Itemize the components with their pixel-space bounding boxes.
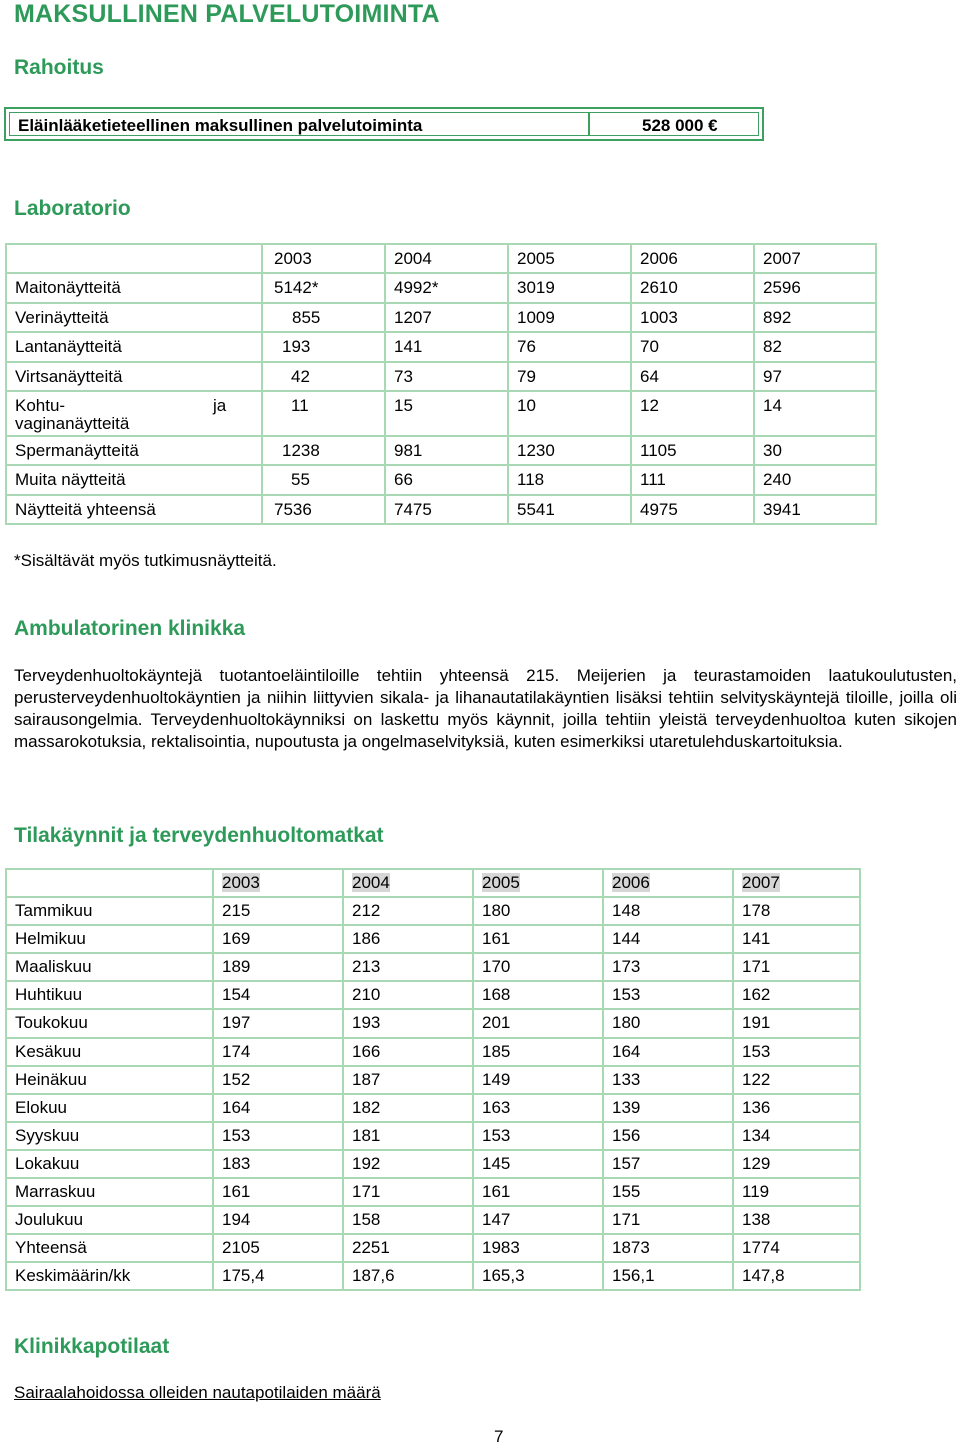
cell: 164 (213, 1094, 343, 1122)
table-row (6, 436, 876, 465)
year-header: 2005 (508, 244, 631, 273)
visits-table (5, 868, 861, 1291)
cell: 161 (213, 1178, 343, 1206)
row-label: Tammikuu (6, 897, 213, 925)
cell: 3019 (508, 273, 631, 302)
clinic-heading: Ambulatorinen klinikka (14, 617, 246, 640)
row-label: Spermanäytteitä (6, 436, 262, 465)
page-number: 7 (494, 1427, 504, 1444)
row-label-ja: ja (213, 395, 227, 415)
cell: 180 (473, 897, 603, 925)
row-label: Maitonäytteitä (6, 273, 262, 302)
cell: 156,1 (603, 1262, 733, 1290)
cell: 164 (603, 1038, 733, 1066)
funding-label: Eläinlääketieteellinen maksullinen palvelutoiminta (18, 116, 423, 135)
cell: 153 (733, 1038, 860, 1066)
cell: 119 (733, 1178, 860, 1206)
cell: 144 (603, 925, 733, 953)
table-header-row (6, 244, 876, 273)
cell: 5142* (262, 273, 385, 302)
cell: 11 (262, 391, 385, 436)
cell: 139 (603, 1094, 733, 1122)
cell: 138 (733, 1206, 860, 1234)
table-row (6, 953, 860, 981)
cell: 79 (508, 362, 631, 391)
cell: 1003 (631, 303, 754, 332)
cell: 122 (733, 1066, 860, 1094)
cell: 14 (754, 391, 876, 436)
cell: 173 (603, 953, 733, 981)
cell: 187,6 (343, 1262, 473, 1290)
cell: 171 (603, 1206, 733, 1234)
cell: 30 (754, 436, 876, 465)
cell: 169 (213, 925, 343, 953)
row-label: Marraskuu (6, 1178, 213, 1206)
row-label: Syyskuu (6, 1122, 213, 1150)
row-label-line1: Kohtu- (15, 395, 66, 415)
year-header: 2003 (213, 869, 343, 897)
cell: 180 (603, 1009, 733, 1037)
cell: 210 (343, 981, 473, 1009)
laboratory-footnote: *Sisältävät myös tutkimusnäytteitä. (14, 551, 277, 570)
row-label (6, 391, 262, 436)
cell: 174 (213, 1038, 343, 1066)
cell: 185 (473, 1038, 603, 1066)
cell: 12 (631, 391, 754, 436)
cell: 133 (603, 1066, 733, 1094)
cell: 178 (733, 897, 860, 925)
row-label: Keskimäärin/kk (6, 1262, 213, 1290)
row-label: Muita näytteitä (6, 465, 262, 494)
cell: 129 (733, 1150, 860, 1178)
cell: 1238 (262, 436, 385, 465)
row-label-line2: vaginanäytteitä (15, 413, 130, 433)
year-header: 2005 (473, 869, 603, 897)
cell: 158 (343, 1206, 473, 1234)
cell: 1873 (603, 1234, 733, 1262)
cell: 154 (213, 981, 343, 1009)
table-row (6, 1094, 860, 1122)
table-row (6, 332, 876, 361)
page-title: MAKSULLINEN PALVELUTOIMINTA (14, 0, 440, 28)
table-row (6, 1178, 860, 1206)
cell: 165,3 (473, 1262, 603, 1290)
cell: 82 (754, 332, 876, 361)
cell: 892 (754, 303, 876, 332)
cell: 5541 (508, 495, 631, 524)
cell: 212 (343, 897, 473, 925)
cell: 1230 (508, 436, 631, 465)
cell: 145 (473, 1150, 603, 1178)
cell: 64 (631, 362, 754, 391)
year-header: 2006 (631, 244, 754, 273)
table-row (6, 495, 876, 524)
row-label: Lantanäytteitä (6, 332, 262, 361)
table-row (6, 1206, 860, 1234)
cell: 152 (213, 1066, 343, 1094)
row-label: Yhteensä (6, 1234, 213, 1262)
cell: 161 (473, 925, 603, 953)
cell: 7536 (262, 495, 385, 524)
cell: 156 (603, 1122, 733, 1150)
cell: 55 (262, 465, 385, 494)
cell: 2610 (631, 273, 754, 302)
cell: 153 (603, 981, 733, 1009)
table-row (6, 1262, 860, 1290)
cell: 10 (508, 391, 631, 436)
cell: 141 (385, 332, 508, 361)
cell: 197 (213, 1009, 343, 1037)
cell: 153 (213, 1122, 343, 1150)
cell: 201 (473, 1009, 603, 1037)
cell: 175,4 (213, 1262, 343, 1290)
clinic-paragraph: Terveydenhuoltokäyntejä tuotantoeläintiloille tehtiin yhteensä 215. Meijerien ja teurastamoiden laatukoulutusten, perusterveydenhuoltokäyntien ja niihin liittyvien sikala- ja lihanautatilakäyntien lisäksi tehtiin selvityskäyntejä tiloille, joilla oli sairausongelmia. Terveydenhuoltokäynniksi on laskettu myös käynnit, joilla tehtiin yleistä terveydenhuoltoa kuten sikojen massarokotuksia, rektalisointia, nupoutusta ja ongelmaselvityksiä, kuten esimerkiksi utaretulehduskartoituksia. (14, 666, 957, 751)
table-row (6, 1122, 860, 1150)
cell: 136 (733, 1094, 860, 1122)
cell: 240 (754, 465, 876, 494)
row-label: Joulukuu (6, 1206, 213, 1234)
year-header: 2006 (603, 869, 733, 897)
table-row (6, 273, 876, 302)
cell: 168 (473, 981, 603, 1009)
cell: 171 (343, 1178, 473, 1206)
cell: 2251 (343, 1234, 473, 1262)
cell: 76 (508, 332, 631, 361)
cell: 1774 (733, 1234, 860, 1262)
year-header: 2004 (385, 244, 508, 273)
cell: 155 (603, 1178, 733, 1206)
table-header-row (6, 869, 860, 897)
cell: 1009 (508, 303, 631, 332)
cell: 161 (473, 1178, 603, 1206)
cell: 171 (733, 953, 860, 981)
cell: 186 (343, 925, 473, 953)
table-row (6, 925, 860, 953)
cell: 7475 (385, 495, 508, 524)
cell: 187 (343, 1066, 473, 1094)
cell: 166 (343, 1038, 473, 1066)
visits-heading: Tilakäynnit ja terveydenhuoltomatkat (14, 824, 384, 847)
cell: 157 (603, 1150, 733, 1178)
cell: 163 (473, 1094, 603, 1122)
cell: 192 (343, 1150, 473, 1178)
cell: 4992* (385, 273, 508, 302)
patients-heading: Klinikkapotilaat (14, 1335, 170, 1358)
cell: 981 (385, 436, 508, 465)
cell: 2105 (213, 1234, 343, 1262)
table-row (6, 391, 876, 436)
cell: 141 (733, 925, 860, 953)
cell: 97 (754, 362, 876, 391)
cell: 170 (473, 953, 603, 981)
year-header: 2003 (262, 244, 385, 273)
cell: 189 (213, 953, 343, 981)
cell: 2596 (754, 273, 876, 302)
cell: 162 (733, 981, 860, 1009)
cell: 191 (733, 1009, 860, 1037)
cell: 213 (343, 953, 473, 981)
table-row (6, 1234, 860, 1262)
row-label: Virtsanäytteitä (6, 362, 262, 391)
laboratory-heading: Laboratorio (14, 197, 131, 220)
table-row (6, 1066, 860, 1094)
cell: 149 (473, 1066, 603, 1094)
table-row (6, 465, 876, 494)
cell: 147,8 (733, 1262, 860, 1290)
cell: 134 (733, 1122, 860, 1150)
table-row (6, 362, 876, 391)
cell: 15 (385, 391, 508, 436)
table-row (6, 303, 876, 332)
year-header: 2007 (733, 869, 860, 897)
cell: 183 (213, 1150, 343, 1178)
row-label: Helmikuu (6, 925, 213, 953)
cell: 66 (385, 465, 508, 494)
funding-value: 528 000 € (642, 116, 718, 135)
cell: 193 (262, 332, 385, 361)
row-label: Verinäytteitä (6, 303, 262, 332)
funding-box (4, 107, 764, 141)
laboratory-table (5, 243, 877, 525)
row-label: Kesäkuu (6, 1038, 213, 1066)
cell: 70 (631, 332, 754, 361)
cell: 118 (508, 465, 631, 494)
row-label: Näytteitä yhteensä (6, 495, 262, 524)
cell: 193 (343, 1009, 473, 1037)
cell: 42 (262, 362, 385, 391)
table-row (6, 897, 860, 925)
cell: 111 (631, 465, 754, 494)
cell: 1105 (631, 436, 754, 465)
table-row (6, 981, 860, 1009)
row-label: Heinäkuu (6, 1066, 213, 1094)
cell: 1207 (385, 303, 508, 332)
cell: 4975 (631, 495, 754, 524)
row-label: Lokakuu (6, 1150, 213, 1178)
cell: 215 (213, 897, 343, 925)
cell: 3941 (754, 495, 876, 524)
cell: 147 (473, 1206, 603, 1234)
cell: 148 (603, 897, 733, 925)
funding-heading: Rahoitus (14, 56, 104, 79)
row-label: Huhtikuu (6, 981, 213, 1009)
patients-link[interactable]: Sairaalahoidossa olleiden nautapotilaiden määrä (14, 1383, 381, 1402)
cell: 181 (343, 1122, 473, 1150)
cell: 194 (213, 1206, 343, 1234)
cell: 1983 (473, 1234, 603, 1262)
row-label: Maaliskuu (6, 953, 213, 981)
cell: 73 (385, 362, 508, 391)
cell: 153 (473, 1122, 603, 1150)
cell: 855 (262, 303, 385, 332)
row-label: Toukokuu (6, 1009, 213, 1037)
cell: 182 (343, 1094, 473, 1122)
table-row (6, 1009, 860, 1037)
year-header: 2007 (754, 244, 876, 273)
year-header: 2004 (343, 869, 473, 897)
table-row (6, 1150, 860, 1178)
row-label: Elokuu (6, 1094, 213, 1122)
table-row (6, 1038, 860, 1066)
